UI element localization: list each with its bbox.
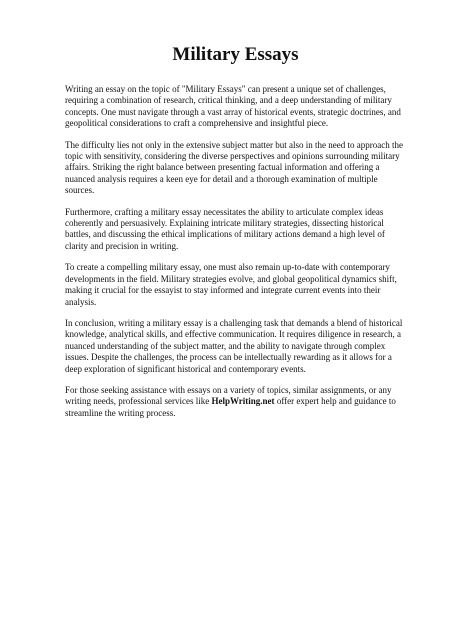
paragraph-conclusion: In conclusion, writing a military essay is a challenging task that demands a blend of historical knowledge, analytical skills, and effective communication. It requires diligence in research, a nuanced understanding of the subject matter, and the ability to navigate through complex issues. Despite the challenges, the process can be intellectually rewarding as it allows for a deep exploration of significant historical and contemporary events.	[65, 317, 403, 374]
closing-text-after: offer expert help and guidance to streamline the writing process.	[65, 396, 396, 418]
paragraph-difficulty: The difficulty lies not only in the extensive subject matter but also in the need to approach the topic with sensitivity, considering the diverse perspectives and opinions surrounding military affairs. Striking the right balance between presenting factual information and offering a nuanced analysis requires a keen eye for detail and a thorough examination of multiple sources.	[65, 139, 403, 196]
closing-text-before: For those seeking assistance with essays on a variety of topics, similar assignments, or any writing needs, professional services like	[65, 384, 392, 407]
helpwriting-link[interactable]: HelpWriting.net	[211, 396, 275, 407]
paragraph-intro: Writing an essay on the topic of "Military Essays" can present a unique set of challenges, requiring a combination of research, critical thinking, and a deep understanding of military concepts. One must navigate through a vast array of historical events, strategic doctrines, and geopolitical considerations to craft a comprehensive and insightful piece.	[65, 84, 401, 129]
paragraph-closing	[65, 385, 406, 419]
page-title: Military Essays	[172, 44, 299, 65]
paragraph-crafting: Furthermore, crafting a military essay necessitates the ability to articulate complex ideas coherently and persuasively. Explaining intricate military strategies, dissecting historical battles, and discussing the ethical implications of military actions demand a high level of clarity and precision in writing.	[65, 206, 385, 251]
paragraph-contemporary: To create a compelling military essay, one must also remain up-to-date with contemporary developments in the field. Military strategies evolve, and global geopolitical dynamics shift, making it crucial for the essayist to stay informed and integrate current events into their analysis.	[65, 262, 397, 307]
